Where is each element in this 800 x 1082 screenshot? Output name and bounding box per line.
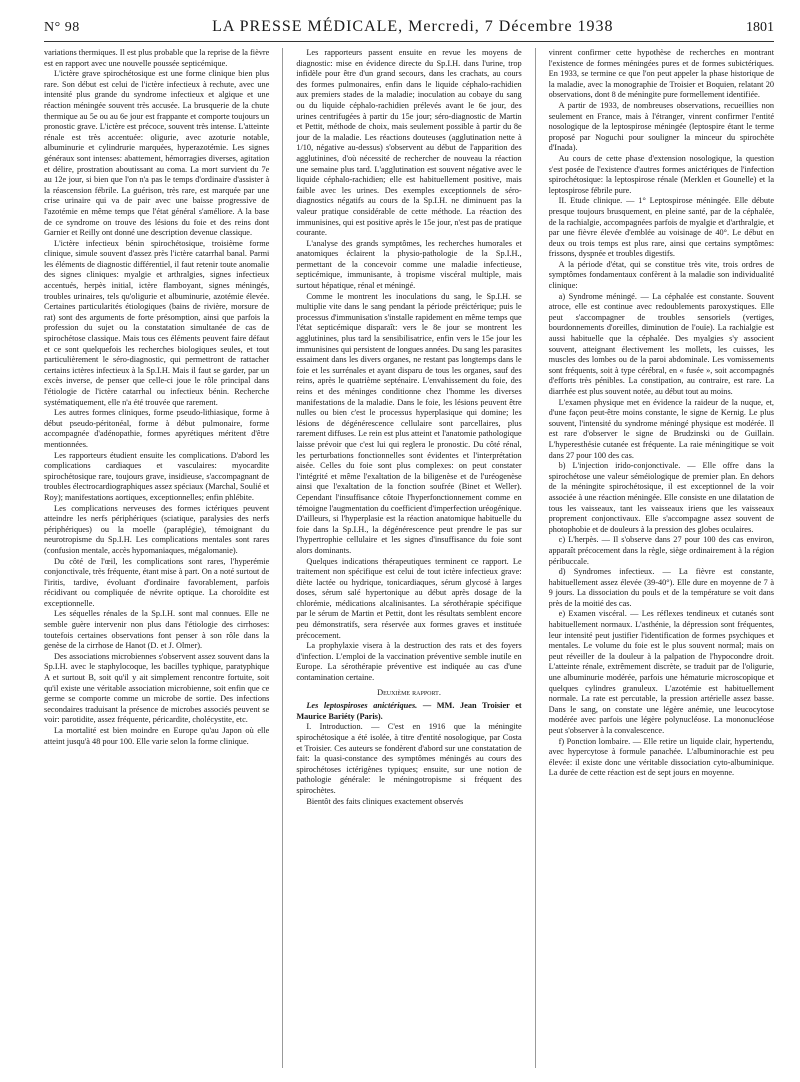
journal-title: LA PRESSE MÉDICALE, Mercredi, 7 Décembre 1938 [212, 18, 614, 35]
paragraph: Au cours de cette phase d'extension nosologique, la question s'est posée de l'existence d'autres formes anictériques de l'infection spirochétosique: la leptospirose rénale (Merklen et Gounelle) et la leptospirose fébrile pure. [548, 153, 775, 195]
paragraph: L'examen physique met en évidence la raideur de la nuque, et, d'une façon peut-être moins constante, le signe de Kernig. Le plus souvent, l'intensité du syndrome méningé physique est modérée. Il est rare d'observer le signe de Brudzinski ou de Guillain. L'hyperesthésie cutanée est fréquente. La raie méningitique se voit dans 27 pour 100 des cas. [548, 397, 775, 460]
column-divider [535, 48, 536, 1068]
paragraph: variations thermiques. Il est plus probable que la reprise de la fièvre est en rapport avec une nouvelle poussée septicémique. [44, 48, 270, 68]
paragraph: I. Introduction. — C'est en 1916 que la méningite spirochétosique a été isolée, à titre d'entité nosologique, par Costa et Troisier. Ces auteurs se fondèrent d'abord sur une constatation de fait: la quasi-constance des symptômes méningés au cours des spirochétoses ictérigènes typiques; ensuite, sur une notion de pathologie générale: le méningotropisme si fréquent des spirochètes. [296, 722, 522, 795]
column-2 [296, 48, 521, 1068]
paragraph: L'ictère infectieux bénin spirochétosique, troisième forme clinique, simule souvent d'assez près l'ictère catarrhal banal. Parmi les éléments de diagnostic différentiel, il faut retenir toute anomalie des signes cliniques: myalgie et arthralgies, signes infectieux accentués, herpès initial, ictère flamboyant, signes méningés, troubles urinaires, tels qu'oligurie et albuminurie, azotémie élevée. Certaines particularités étiologiques (bains de rivière, morsure de rat) sont des arguments de forte présomption, ainsi que parfois la profession du sujet ou la constatation simultanée de cas de spirochétose classique. Mais tous ces éléments peuvent faire défaut et ce sont quelquefois les recherches biologiques seules, et tout particulièrement le séro-diagnostic, qui permettront de rattacher certains ictères infectieux à la Sp.I.H. Mais il faut se garder, par un excès inverse, de penser que celle-ci joue le rôle principal dans l'étiologie de l'ictère catarrhal ou infectieux bénin. Recherche systématiquement, elle n'a été trouvée que rarement. [44, 238, 270, 407]
paragraph: II. Etude clinique. — 1° Leptospirose méningée. Elle débute presque toujours brusquement, en pleine santé, par de la céphalée, de la rachialgie, accompagnées parfois de myalgie et d'arthralgie, et par une fièvre élevée d'emblée au voisinage de 40°. Le début en deux ou trois temps est plus rare, ainsi que certains symptômes: frissons, dyspnée et troubles digestifs. [548, 196, 775, 259]
paragraph: Des associations microbiennes s'observent assez souvent dans la Sp.I.H. avec le staphylocoque, les bacilles typhique, paratyphique A et surtout B, soit qu'il y ait simplement rencontre fortuite, soit qu'il existe une véritable association microbienne, soit enfin que ce germe se comporte comme un microbe de sortie. Des infections secondaires traduisant la présence de microbes associés peuvent se voir: parotidite, assez fréquente, péricardite, cholécystite, etc. [44, 651, 270, 725]
article-title: Les leptospiroses anictériques. [306, 701, 418, 711]
page-number: 1801 [745, 20, 774, 35]
column-3 [549, 48, 774, 1068]
page-header [44, 18, 774, 40]
paragraph: d) Syndromes infectieux. — La fièvre est constante, habituellement assez élevée (39-40°). Elle dure en moyenne de 7 à 9 jours. La dissociation du pouls et de la température se voit dans près de la moitié des cas. [548, 567, 775, 608]
column-divider [282, 48, 283, 1068]
column-1 [44, 48, 269, 1068]
paragraph: La prophylaxie visera à la destruction des rats et des foyers d'infection. L'emploi de la vaccination préventive semble inutile en Europe. La sérothérapie préventive est indiquée au cas d'une contamination certaine. [296, 641, 522, 683]
paragraph: Les rapporteurs étudient ensuite les complications. D'abord les complications cardiaques et vasculaires: myocardite spirochétosique rare, toujours grave, insidieuse, s'accompagnant de troubles électrocardiographiques assez spéciaux (Marchal, Soulié et Roy); manifestations aortiques, exceptionnelles; enfin phlébite. [44, 450, 270, 502]
paragraph: A la période d'état, qui se constitue très vite, trois ordres de symptômes fondamentaux confèrent à la maladie son individualité clinique: [548, 259, 775, 291]
paragraph: Les complications nerveuses des formes ictériques peuvent atteindre les nerfs périphériques (sciatique, paralysies des nerfs périphériques) ou la moelle (paraplégie), témoignant du neurotropisme du Sp.I.H. Les complications mentales sont rares (confusion mentale, accès hypomaniaques, mégalomanie). [44, 503, 270, 555]
paragraph: Bientôt des faits cliniques exactement observés [306, 796, 464, 806]
paragraph: Les séquelles rénales de la Sp.I.H. sont mal connues. Elle ne semble guère intervenir non plus dans l'étiologie des cirrhoses: toutefois certaines observations font penser à son rôle dans la genèse de la cirrhose de Hanot (D. et J. Olmer). [44, 609, 270, 651]
paragraph: a) Syndrome méningé. — La céphalée est constante. Souvent atroce, elle est continue avec redoublements paroxystiques. Elle peut s'accompagner de troubles sensoriels (vertiges, bourdonnements d'oreilles, diminution de l'ouïe). La rachialgie est aussi habituelle que la céphalée. Des myalgies s'y associent souvent, atteignant électivement les mollets, les cuisses, les muscles des lombes ou de la paroi abdominale. Les vomissements sont fréquents, soit à type cérébral, en « fusée », soit accompagnés d'efforts très pénibles. La constipation, au contraire, est rare. La diarrhée est plus souvent notée, au début tout au moins. [548, 291, 775, 396]
paragraph: L'analyse des grands symptômes, les recherches humorales et anatomiques éclairent la physio-pathologie de la Sp.I.H., permettant de la concevoir comme une maladie infectieuse, septicémique, immunisante, à tropisme viscéral multiple, mais surtout hépatique, rénal et méningé. [296, 238, 522, 291]
paragraph: Comme le montrent les inoculations du sang, le Sp.I.H. se multiplie vite dans le sang pendant la période préictérique; puis le processus d'immunisation s'installe rapidement en même temps que l'état septicémique disparaît: vers le 8e jour se montrent les agglutinines, plus tard la sensibilisatrice, enfin vers le 15e jour les immunisines qui persistent de longues années. Du sang les parasites essaiment dans les divers organes, ne restant pas longtemps dans le foie et les surrénales et ayant disparu de tous les organes, sauf des reins, après le quatrième septénaire. L'envahissement du foie, des reins et des méninges conditionne chez l'homme les diverses manifestations de la maladie. Dans le foie, les lésions peuvent être nulles ou bien c'est le processus hyperplasique qui domine; les lésions de dégénérescence cellulaire sont parcellaires, plus rarement diffuses. Le rein est plus atteint et l'anatomie pathologique laisse prévoir que c'est lui qui reglera le pronostic. Du côté rénal, les perturbations fonctionnelles sont évidentes et l'interprétation aisée. Celles du foie sont plus complexes: on peut constater l'intégrité et même l'exaltation de la biligenèse et de l'uréogenèse ainsi que l'exaltation de la fonction soufrée (Binet et Weller). Cependant l'insuffisance côtoie l'hyperfonctionnement comme en témoigne l'augmentation du coefficient d'imperfection uréogénique. D'ailleurs, si l'hyperplasie est la réaction anatomique habituelle du foie dans la Sp.I.H., la dégénérescence peut prendre le pas sur l'hypertrophie cellulaire et les signes d'insuffisance du foie sont alors dominants. [296, 291, 522, 555]
article-authors: — MM. Jean Troisier et Maurice Bariéty (Paris). [296, 701, 522, 721]
paragraph: f) Ponction lombaire. — Elle retire un liquide clair, hypertendu, avec hypercytose à formule panachée. L'albuminorachie est peu élevée: il existe donc une véritable dissociation cyto-albuminique. La durée de cette réaction est de sept jours en moyenne. [548, 736, 775, 778]
header-rule [44, 41, 774, 42]
paragraph: e) Examen viscéral. — Les réflexes tendineux et cutanés sont habituellement normaux. L'asthénie, la dépression sont fréquentes, leur intensité peut justifier l'identification de formes psychiques et mentales. Le volume du foie est le plus souvent normal; mais on peut réveiller de la douleur à la palpation de l'hypocondre droit. L'atteinte rénale, extrêmement discrète, se traduit par de l'oligurie, une albuminurie modérée, parfois une hématurie microscopique et quelques cylindres granuleux. L'azotémie est habituellement normale. La rate est percutable, la pression artérielle assez basse. Dans le sang, on constate une légère anémie, une leucocytose modérée avec parfois une légère polynucléose. La mononucléose peut s'observer à la convalescence. [548, 609, 775, 735]
paragraph: b) L'injection irido-conjonctivale. — Elle offre dans la spirochétose une valeur séméiologique de premier plan. En dehors de la méningite spirochétosique, il est exceptionnel de la voir associée à une réaction méningée. Elle consiste en une dilatation de tous les vaisseaux, tant les vaisseaux iriens que les vaisseaux proprement conjonctivaux. Elle s'accompagne assez souvent de photophobie et de douleurs à la pression des globes oculaires. [548, 461, 775, 534]
paragraph: La mortalité est bien moindre en Europe qu'au Japon où elle atteint jusqu'à 48 pour 100. Elle varie selon la forme clinique. [44, 726, 270, 746]
paragraph: A partir de 1933, de nombreuses observations, recueillies non seulement en France, mais à l'étranger, vinrent confirmer l'entité nosologique de la leptospirose méningée (leptospire étant le terme proposé par Noguchi pour souligner la minceur du spirochète d'Inada). [548, 100, 775, 153]
paragraph: Les autres formes cliniques, forme pseudo-lithiasique, forme à début pseudo-péritonéal, forme à début pulmonaire, forme accompagnée d'adénopathie, formes apyrétiques méritent d'être mentionnées. [44, 408, 270, 449]
paragraph: Les rapporteurs passent ensuite en revue les moyens de diagnostic: mise en évidence directe du Sp.I.H. dans l'urine, trop infidèle pour être d'un grand secours, dans les crachats, au cours des formes pulmonaires, enfin dans le liquide céphalo-rachidien aux premiers stades de la maladie; inoculation au cobaye du sang ou du liquide céphalo-rachidien prélevés avant le 6e jour, des urines centrifugées à partir du 15e jour; séro-diagnostic de Martin et Pettit, méthode de choix, mais seulement possible à partir du 8e jour de la maladie. Les réactions douteuses (agglutination nette à 1/10, négative au-dessus) s'observent au début de l'apparition des agglutinines, d'où nécessité de rechercher de nouveau la réaction une semaine plus tard. L'agglutination est souvent négative avec le liquide céphalo-rachidien; elle est habituellement positive, mais faible avec les urines. Des exemples exceptionnels de séro-diagnostics négatifs au cours de la Sp.I.H. ne diminuent pas la valeur pratique considérable de cette méthode. La réaction des immunisines, qui est positive après le 15e jour, n'est pas de pratique courante. [296, 48, 522, 238]
paragraph: vinrent confirmer cette hypothèse de recherches en montrant l'existence de formes méningées pures et de formes subictériques. En 1933, se termine ce que l'on peut appeler la phase historique de la maladie, avec la monographie de Troisier et Boquien, relatant 20 observations, dont 8 de méningite pure formellement identifiée. [548, 48, 775, 100]
section-heading: Deuxième rapport. [377, 687, 441, 697]
paragraph: c) L'herpès. — Il s'observe dans 27 pour 100 des cas environ, apparaît précocement dans la règle, siège ordinairement à la région péribuccale. [548, 535, 775, 566]
issue-number: N° 98 [44, 20, 80, 35]
article-columns [44, 48, 774, 1068]
paragraph: Quelques indications thérapeutiques terminent ce rapport. Le traitement non spécifique est celui de tout ictère infectieux grave: diète lactée ou hydrique, tonicardiaques, sérum glycosé à larges doses, sérum salé hypertonique au début après dosage de la chlorémie, médications alcalinisantes. La sérothérapie spécifique par le sérum de Martin et Pettit, dont les résultats semblent encore peu démonstratifs, sera réservée aux formes graves et instituée précocement. [296, 556, 522, 640]
article-heading [296, 701, 521, 722]
paragraph: Du côté de l'œil, les complications sont rares, l'hyperémie conjonctivale, très fréquente, étant mise à part. On a noté surtout de l'iritis, tardive, évoluant d'ordinaire favorablement, parfois récidivant ou compliquée de névrite optique. La choroïdite est exceptionnelle. [44, 556, 270, 608]
paragraph: L'ictère grave spirochétosique est une forme clinique bien plus rare. Son début est celui de l'ictère infectieux à rechute, avec une intensité plus grande du syndrome infectieux et algique et une réaction méningée souvent très accusée. La brusquerie de la chute thermique au 5e ou au 6e jour est frappante et comporte toujours un pronostic grave. L'ictère est précoce, souvent très intense. L'atteinte rénale est très accentuée: oligurie, avec azoturie notable, albuminurie et cylindrurie marquées, hyperazotémie. Les signes généraux sont intenses: abattement, hémorragies diverses, agitation et délire, prostration aboutissant au coma. La mort survient du 7e au 12e jour, si bien que l'on n'a pas le temps d'ordinaire d'assister à la réascension fébrile. La guérison, très rare, est marquée par une crise urinaire qui va de pair avec une baisse progressive de l'azotémie en même temps que l'état général s'améliore. A la base de ce syndrome on trouve des lésions du foie et des reins dont Garnier et Reilly ont donné une description devenue classique. [44, 69, 270, 238]
